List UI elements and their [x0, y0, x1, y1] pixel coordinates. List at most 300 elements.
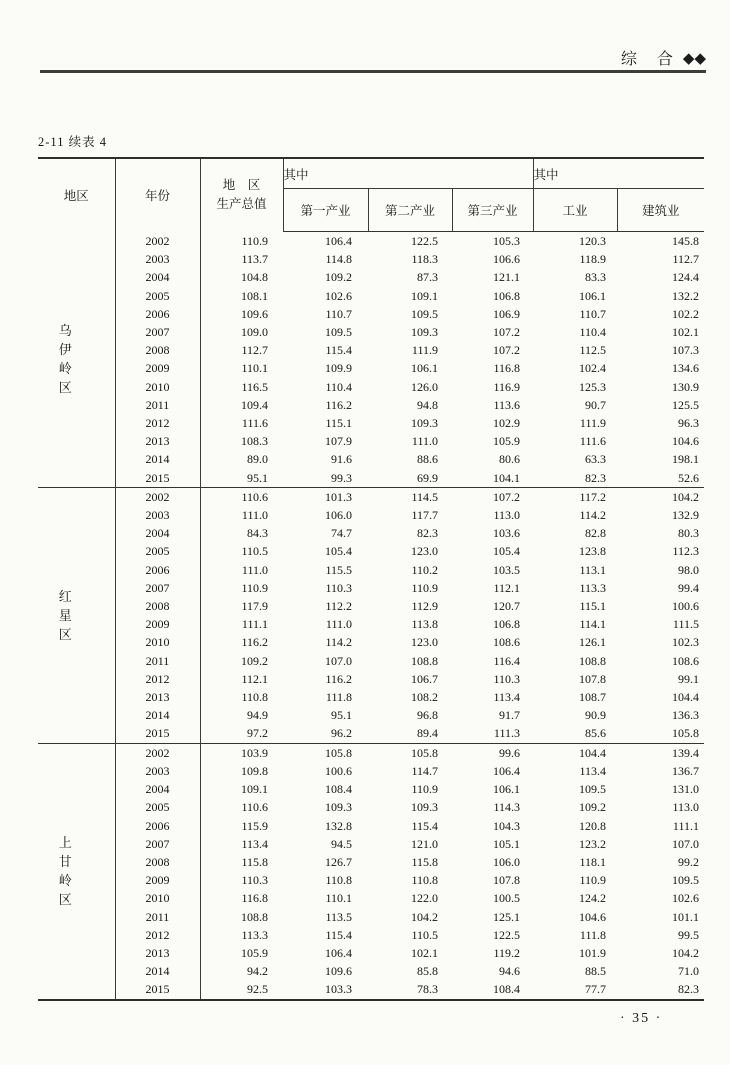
value-cell: 108.4 — [325, 782, 352, 797]
year-cell: 2006 — [115, 305, 200, 323]
value-cell: 136.7 — [672, 763, 700, 778]
value-cell: 78.3 — [417, 982, 438, 997]
region-char: 岭 — [58, 361, 72, 377]
value-cell: 110.6 — [241, 800, 268, 815]
value-cell: 112.3 — [672, 544, 700, 559]
value-cell: 108.3 — [241, 434, 268, 449]
value-cell: 131.0 — [672, 782, 700, 797]
value-cell: 108.4 — [493, 982, 520, 997]
value-cell: 116.8 — [493, 361, 520, 376]
value-cell: 94.9 — [247, 708, 268, 723]
region-label-cell — [38, 232, 115, 488]
value-cell: 121.1 — [493, 270, 520, 285]
value-cell: 125.3 — [579, 379, 606, 394]
table-row — [38, 323, 704, 341]
col-header-secondary-industry: 第二产业 — [368, 189, 452, 232]
table-row — [38, 908, 704, 926]
value-cell: 115.8 — [241, 854, 268, 869]
value-cell: 101.3 — [283, 487, 368, 506]
value-cell: 118.3 — [411, 252, 438, 267]
value-cell: 96.2 — [331, 726, 352, 741]
value-cell: 104.2 — [617, 487, 704, 506]
value-cell: 103.6 — [493, 526, 520, 541]
value-cell: 63.3 — [585, 452, 606, 467]
table-row — [38, 944, 704, 962]
value-cell: 103.9 — [200, 743, 283, 762]
value-cell: 110.4 — [325, 379, 352, 394]
table-row — [38, 432, 704, 450]
table-row — [38, 889, 704, 907]
col-header-industry: 工业 — [533, 189, 617, 232]
value-cell: 92.5 — [247, 982, 268, 997]
value-cell: 110.3 — [493, 671, 520, 686]
value-cell: 105.8 — [368, 743, 452, 762]
value-cell: 115.1 — [325, 416, 352, 431]
value-cell: 110.4 — [579, 325, 606, 340]
table-row — [38, 414, 704, 432]
table-row — [38, 871, 704, 889]
table-row — [38, 469, 704, 488]
value-cell: 134.6 — [672, 361, 700, 376]
value-cell: 104.4 — [533, 743, 617, 762]
value-cell: 107.0 — [672, 836, 700, 851]
value-cell: 82.8 — [585, 526, 606, 541]
value-cell: 91.7 — [499, 708, 520, 723]
table-row — [38, 506, 704, 524]
year-cell: 2013 — [115, 688, 200, 706]
table-row — [38, 652, 704, 670]
table-header — [38, 158, 704, 232]
value-cell: 107.8 — [493, 873, 520, 888]
col-header-region: 地区 — [38, 158, 115, 232]
value-cell: 107.0 — [325, 653, 352, 668]
value-cell: 112.7 — [672, 252, 700, 267]
value-cell: 105.8 — [283, 743, 368, 762]
value-cell: 105.4 — [493, 544, 520, 559]
value-cell: 111.8 — [579, 927, 606, 942]
value-cell: 94.8 — [417, 397, 438, 412]
value-cell: 105.3 — [493, 234, 520, 248]
value-cell: 99.5 — [678, 927, 700, 942]
value-cell: 96.8 — [417, 708, 438, 723]
region-label-cell — [38, 743, 115, 999]
value-cell: 108.2 — [411, 690, 438, 705]
year-cell: 2007 — [115, 835, 200, 853]
value-cell: 120.3 — [579, 234, 606, 248]
year-cell: 2013 — [115, 944, 200, 962]
col-header-primary-industry: 第一产业 — [283, 189, 368, 232]
running-head — [621, 46, 706, 69]
diamond-icon: ◆◆ — [682, 48, 706, 67]
value-cell: 123.0 — [411, 544, 438, 559]
year-cell: 2005 — [115, 542, 200, 560]
value-cell: 109.1 — [241, 782, 268, 797]
value-cell: 124.2 — [579, 891, 606, 906]
value-cell: 117.7 — [411, 508, 438, 523]
year-cell: 2015 — [115, 724, 200, 743]
value-cell: 113.0 — [672, 800, 700, 815]
year-cell: 2015 — [115, 980, 200, 999]
table-row — [38, 853, 704, 871]
value-cell: 115.4 — [411, 818, 438, 833]
value-cell: 111.8 — [325, 690, 352, 705]
value-cell: 110.3 — [325, 580, 352, 595]
value-cell: 111.3 — [493, 726, 520, 741]
value-cell: 110.9 — [411, 580, 438, 595]
table-caption: 2-11 续表 4 — [38, 135, 107, 149]
value-cell: 106.1 — [493, 782, 520, 797]
region-name-vertical — [38, 836, 93, 906]
region-label-cell — [38, 487, 115, 743]
year-cell: 2010 — [115, 378, 200, 396]
value-cell: 112.1 — [241, 671, 268, 686]
value-cell: 106.9 — [493, 306, 520, 321]
value-cell: 104.8 — [241, 270, 268, 285]
value-cell: 115.4 — [325, 927, 352, 942]
col-header-of-which-1: 其中 — [283, 158, 533, 189]
value-cell: 110.1 — [241, 361, 268, 376]
value-cell: 91.6 — [331, 452, 352, 467]
region-char: 伊 — [58, 342, 72, 358]
value-cell: 110.8 — [325, 873, 352, 888]
region-name-vertical — [38, 590, 93, 641]
value-cell: 118.1 — [579, 854, 606, 869]
year-cell: 2013 — [115, 432, 200, 450]
value-cell: 104.2 — [672, 945, 700, 960]
value-cell: 111.5 — [672, 617, 700, 632]
value-cell: 104.6 — [672, 434, 700, 449]
value-cell: 94.2 — [247, 964, 268, 979]
year-cell: 2015 — [115, 469, 200, 488]
value-cell: 111.0 — [241, 508, 268, 523]
year-cell: 2010 — [115, 633, 200, 651]
value-cell: 116.9 — [493, 379, 520, 394]
value-cell: 111.9 — [411, 343, 438, 358]
value-cell: 109.6 — [325, 964, 352, 979]
value-cell: 117.9 — [241, 599, 268, 614]
region-char: 上 — [58, 835, 72, 851]
table-row — [38, 268, 704, 286]
value-cell: 122.5 — [411, 234, 438, 248]
table-row — [38, 926, 704, 944]
value-cell: 110.9 — [579, 873, 606, 888]
value-cell: 123.2 — [579, 836, 606, 851]
table-row — [38, 798, 704, 816]
value-cell: 113.4 — [493, 690, 520, 705]
value-cell: 198.1 — [672, 452, 700, 467]
table-row — [38, 743, 704, 762]
value-cell: 113.4 — [579, 763, 606, 778]
value-cell: 101.1 — [672, 909, 700, 924]
value-cell: 102.1 — [672, 325, 700, 340]
region-block — [38, 743, 704, 999]
value-cell: 95.1 — [247, 470, 268, 485]
year-cell: 2002 — [115, 487, 200, 506]
year-cell: 2014 — [115, 706, 200, 724]
table-row — [38, 250, 704, 268]
value-cell: 106.0 — [493, 854, 520, 869]
value-cell: 110.5 — [241, 544, 268, 559]
col-header-gdp-line2: 生产总值 — [216, 197, 267, 212]
table-row — [38, 688, 704, 706]
value-cell: 97.2 — [247, 726, 268, 741]
region-char: 岭 — [58, 873, 72, 889]
value-cell: 114.2 — [579, 508, 606, 523]
table-row — [38, 341, 704, 359]
value-cell: 107.2 — [452, 487, 533, 506]
value-cell: 112.2 — [325, 599, 352, 614]
year-cell: 2002 — [115, 232, 200, 251]
running-head-text: 综 合 — [620, 51, 675, 68]
page-number: · 35 · — [620, 1011, 663, 1026]
table-row — [38, 232, 704, 251]
value-cell: 106.6 — [493, 252, 520, 267]
value-cell: 107.3 — [672, 343, 700, 358]
region-name-vertical — [38, 324, 93, 394]
value-cell: 114.8 — [325, 252, 352, 267]
col-header-tertiary-industry: 第三产业 — [452, 189, 533, 232]
value-cell: 109.6 — [241, 306, 268, 321]
value-cell: 136.3 — [672, 708, 700, 723]
value-cell: 109.3 — [411, 416, 438, 431]
year-cell: 2003 — [115, 250, 200, 268]
table-row — [38, 597, 704, 615]
statistics-table — [38, 157, 704, 1001]
value-cell: 113.7 — [241, 252, 268, 267]
value-cell: 89.0 — [247, 452, 268, 467]
value-cell: 108.8 — [411, 653, 438, 668]
value-cell: 112.7 — [241, 343, 268, 358]
value-cell: 94.5 — [331, 836, 352, 851]
value-cell: 95.1 — [331, 708, 352, 723]
region-char: 区 — [58, 892, 72, 908]
value-cell: 110.8 — [241, 690, 268, 705]
value-cell: 111.0 — [411, 434, 438, 449]
value-cell: 114.2 — [325, 635, 352, 650]
value-cell: 110.9 — [241, 580, 268, 595]
value-cell: 100.5 — [493, 891, 520, 906]
value-cell: 101.9 — [579, 945, 606, 960]
value-cell: 112.1 — [493, 580, 520, 595]
value-cell: 130.9 — [672, 379, 700, 394]
table-row — [38, 524, 704, 542]
table-row — [38, 835, 704, 853]
value-cell: 113.0 — [493, 508, 520, 523]
region-block — [38, 232, 704, 488]
value-cell: 82.3 — [585, 470, 606, 485]
region-char: 甘 — [58, 854, 72, 870]
value-cell: 109.5 — [411, 306, 438, 321]
year-cell: 2012 — [115, 414, 200, 432]
region-char: 区 — [58, 626, 72, 642]
value-cell: 110.7 — [579, 306, 606, 321]
value-cell: 106.8 — [493, 288, 520, 303]
value-cell: 112.5 — [579, 343, 606, 358]
table-row — [38, 817, 704, 835]
value-cell: 109.3 — [411, 800, 438, 815]
table-row — [38, 724, 704, 743]
value-cell: 126.1 — [579, 635, 606, 650]
value-cell: 105.1 — [493, 836, 520, 851]
value-cell: 115.4 — [325, 343, 352, 358]
value-cell: 120.7 — [493, 599, 520, 614]
value-cell: 107.8 — [579, 671, 606, 686]
year-cell: 2012 — [115, 926, 200, 944]
value-cell: 108.7 — [579, 690, 606, 705]
value-cell: 109.4 — [241, 397, 268, 412]
table-row — [38, 633, 704, 651]
value-cell: 108.6 — [672, 653, 700, 668]
value-cell: 132.9 — [672, 508, 700, 523]
year-cell: 2008 — [115, 597, 200, 615]
value-cell: 112.9 — [411, 599, 438, 614]
year-cell: 2008 — [115, 853, 200, 871]
value-cell: 122.0 — [411, 891, 438, 906]
value-cell: 100.6 — [325, 763, 352, 778]
value-cell: 80.6 — [499, 452, 520, 467]
value-cell: 100.6 — [672, 599, 700, 614]
value-cell: 102.3 — [672, 635, 700, 650]
value-cell: 123.8 — [579, 544, 606, 559]
col-header-gdp — [200, 158, 283, 232]
col-header-of-which-2: 其中 — [533, 158, 704, 189]
value-cell: 110.7 — [325, 306, 352, 321]
value-cell: 83.3 — [585, 270, 606, 285]
value-cell: 116.5 — [241, 379, 268, 394]
year-cell: 2014 — [115, 450, 200, 468]
value-cell: 116.2 — [241, 635, 268, 650]
value-cell: 118.9 — [579, 252, 606, 267]
value-cell: 111.1 — [241, 617, 268, 632]
year-cell: 2003 — [115, 506, 200, 524]
value-cell: 116.2 — [325, 671, 352, 686]
value-cell: 104.3 — [493, 818, 520, 833]
value-cell: 109.9 — [325, 361, 352, 376]
value-cell: 106.1 — [411, 361, 438, 376]
value-cell: 110.6 — [200, 487, 283, 506]
value-cell: 108.8 — [241, 909, 268, 924]
value-cell: 113.4 — [241, 836, 268, 851]
value-cell: 145.8 — [672, 234, 700, 248]
year-cell: 2009 — [115, 615, 200, 633]
value-cell: 132.2 — [672, 288, 700, 303]
value-cell: 116.8 — [241, 891, 268, 906]
year-cell: 2011 — [115, 396, 200, 414]
value-cell: 106.4 — [325, 945, 352, 960]
value-cell: 85.8 — [417, 964, 438, 979]
region-char: 星 — [58, 607, 72, 623]
value-cell: 126.0 — [411, 379, 438, 394]
value-cell: 102.4 — [579, 361, 606, 376]
table-row — [38, 706, 704, 724]
table-row — [38, 615, 704, 633]
year-cell: 2011 — [115, 908, 200, 926]
year-cell: 2005 — [115, 287, 200, 305]
value-cell: 103.3 — [325, 982, 352, 997]
value-cell: 108.1 — [241, 288, 268, 303]
region-char: 乌 — [58, 323, 72, 339]
value-cell: 113.1 — [579, 562, 606, 577]
value-cell: 113.6 — [493, 397, 520, 412]
value-cell: 102.2 — [672, 306, 700, 321]
value-cell: 102.6 — [672, 891, 700, 906]
value-cell: 132.8 — [325, 818, 352, 833]
value-cell: 108.6 — [493, 635, 520, 650]
value-cell: 116.2 — [325, 397, 352, 412]
value-cell: 106.7 — [411, 671, 438, 686]
value-cell: 111.9 — [579, 416, 606, 431]
value-cell: 116.4 — [493, 653, 520, 668]
value-cell: 88.5 — [585, 964, 606, 979]
value-cell: 106.4 — [325, 234, 352, 248]
value-cell: 114.5 — [368, 487, 452, 506]
value-cell: 107.2 — [493, 343, 520, 358]
year-cell: 2012 — [115, 670, 200, 688]
value-cell: 107.2 — [493, 325, 520, 340]
value-cell: 89.4 — [417, 726, 438, 741]
year-cell: 2005 — [115, 798, 200, 816]
table-row — [38, 962, 704, 980]
value-cell: 109.2 — [579, 800, 606, 815]
year-cell: 2011 — [115, 652, 200, 670]
value-cell: 114.1 — [579, 617, 606, 632]
table-row — [38, 450, 704, 468]
table-row — [38, 561, 704, 579]
value-cell: 106.8 — [493, 617, 520, 632]
table-row — [38, 670, 704, 688]
value-cell: 119.2 — [493, 945, 520, 960]
value-cell: 69.9 — [417, 470, 438, 485]
table-row — [38, 980, 704, 999]
value-cell: 139.4 — [617, 743, 704, 762]
value-cell: 90.7 — [585, 397, 606, 412]
table-row — [38, 359, 704, 377]
value-cell: 82.3 — [678, 982, 700, 997]
value-cell: 115.9 — [241, 818, 268, 833]
value-cell: 98.0 — [678, 562, 700, 577]
value-cell: 52.6 — [678, 470, 700, 485]
value-cell: 109.5 — [579, 782, 606, 797]
value-cell: 109.3 — [411, 325, 438, 340]
value-cell: 110.9 — [411, 782, 438, 797]
value-cell: 84.3 — [247, 526, 268, 541]
value-cell: 104.6 — [579, 909, 606, 924]
year-cell: 2014 — [115, 962, 200, 980]
value-cell: 109.5 — [672, 873, 700, 888]
value-cell: 111.1 — [672, 818, 700, 833]
value-cell: 110.9 — [241, 233, 268, 248]
value-cell: 109.2 — [241, 653, 268, 668]
table-row — [38, 396, 704, 414]
value-cell: 105.9 — [241, 945, 268, 960]
value-cell: 71.0 — [678, 964, 700, 979]
value-cell: 126.7 — [325, 854, 352, 869]
value-cell: 105.9 — [493, 434, 520, 449]
value-cell: 102.1 — [411, 945, 438, 960]
value-cell: 105.4 — [325, 544, 352, 559]
col-header-construction: 建筑业 — [617, 189, 704, 232]
value-cell: 123.0 — [411, 635, 438, 650]
value-cell: 108.8 — [579, 653, 606, 668]
value-cell: 106.4 — [493, 763, 520, 778]
value-cell: 94.6 — [499, 964, 520, 979]
col-header-gdp-line1: 地 区 — [222, 177, 261, 192]
value-cell: 124.4 — [672, 270, 700, 285]
value-cell: 99.4 — [678, 580, 700, 595]
value-cell: 90.9 — [585, 708, 606, 723]
value-cell: 106.0 — [325, 508, 352, 523]
value-cell: 109.0 — [241, 325, 268, 340]
